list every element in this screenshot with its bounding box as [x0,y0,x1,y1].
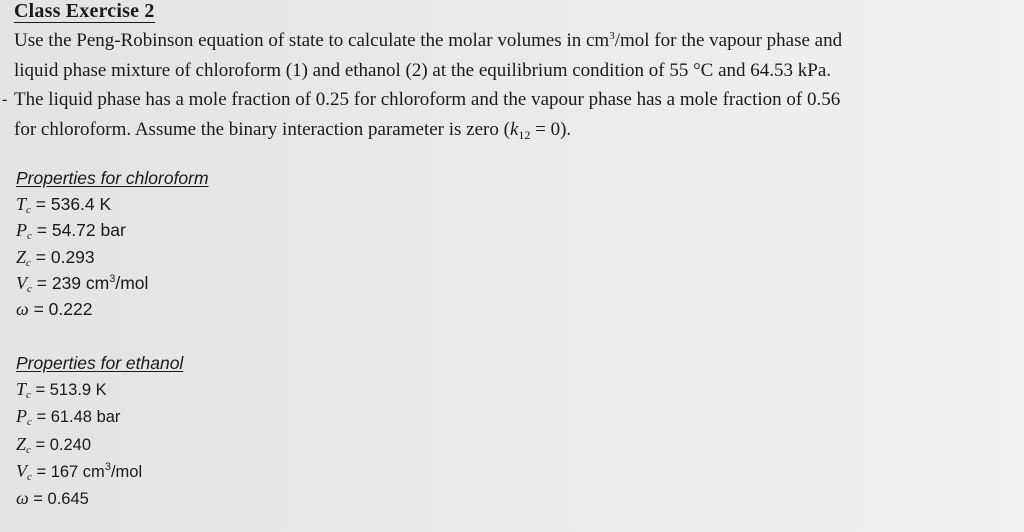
problem-line-2: liquid phase mixture of chloroform (1) and ethanol (2) at the equilibrium condition of 55 °C and 64.53 kPa. [14,59,832,81]
chloroform-critical-compressibility: $Z_c = 0.293$ [16,246,95,269]
ethanol-critical-compressibility: $Z_c = 0.240$ [16,433,92,456]
ethanol-acentric-factor: ω = 0.645 [16,488,89,509]
exercise-title: Class Exercise 2 [14,0,155,22]
chloroform-acentric-factor: ω = 0.222 [16,299,93,320]
chloroform-heading: Properties for chloroform [16,168,209,188]
chloroform-critical-pressure: $P_c = 54.72$ bar [16,220,126,243]
ethanol-critical-volume: $V_c = 167$ $cm^3$/mol [16,460,143,483]
ethanol-critical-temperature: $T_c = 513.9$ K [16,379,107,402]
ethanol-properties [16,350,183,512]
chloroform-critical-temperature: $T_c = 536.4$ K [16,194,112,217]
problem-line-4: for chloroform. Assume the binary interaction parameter is zero $(k_{12} = 0)$. [14,118,572,142]
chloroform-critical-volume: $V_c = 239$ $cm^3$/mol [16,272,149,295]
ethanol-critical-pressure: $P_c = 61.48$ bar [16,406,121,429]
ethanol-heading: Properties for ethanol [16,353,184,373]
chloroform-properties [16,165,209,322]
problem-line-3: - The liquid phase has a mole fraction of 0.25 for chloroform and the vapour phase has a mole fraction of 0.56 [14,85,1014,115]
problem-statement [2,26,1014,144]
problem-line-1: Use the Peng-Robinson equation of state to calculate the molar volumes in $cm^3$/mol for the vapour phase and [14,30,843,51]
bullet-dash: - [2,91,8,108]
